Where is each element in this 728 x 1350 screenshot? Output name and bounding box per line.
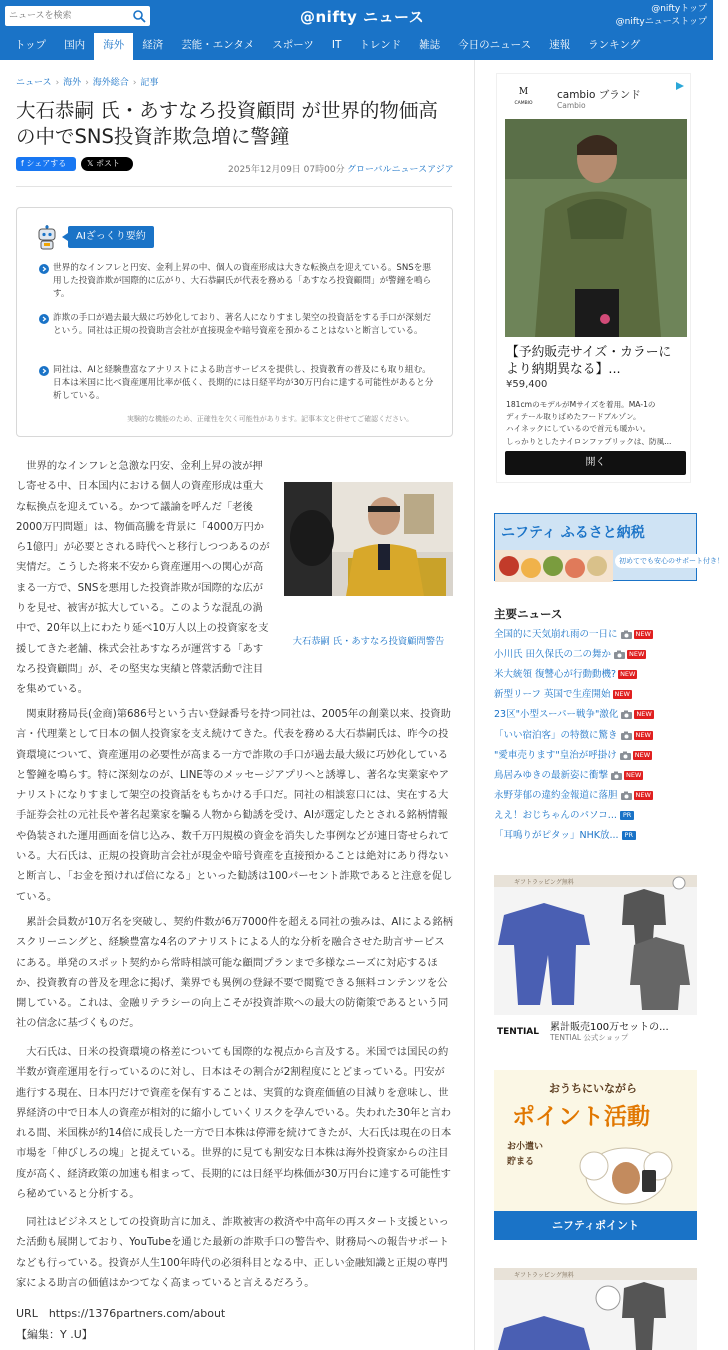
main-news-item[interactable] bbox=[494, 769, 704, 783]
main-news-title[interactable]: 23区"小型スーパー戦争"激化 bbox=[494, 709, 619, 721]
furusato-subtitle: 初めてでも安心のサポート付き！ bbox=[615, 554, 728, 568]
article-paragraph: 関東財務局長(金商)第686号という古い登録番号を持つ同社は、2005年の創業以来、投資助言・代理業として日本の個人投資家を支え続けてきた。代表を務める大石恭嗣氏は、昨今の投資環境について、資産運用の必要性が高まる一方で詐欺の手口が過去最大級に巧妙化していると警鐘を鳴らす。特に深刻なのが、LINE等のメッセージアプリへと誘導し、著名な実業家やアナリストになりすまして架空の投資話をもちかける手口だ。同社の相談窓口には、実在する大手証券会社の元社長や著名起業家を騙る人物から勧誘を受け、AIが選定したとされる銘柄情報や偽装された運用画面を信じ込み、数千万円規模の資金を消失した事例などが連日寄せられている。大石氏は、正規の投資助言会社が現金や暗号資産を直接預かることは絶対にあり得ないと断言し、「お金を預ければ倍になる」といった勧誘は100パーセント詐欺であると注意を促している。 bbox=[16, 708, 453, 903]
svg-text:ギフトラッピング無料: ギフトラッピング無料 bbox=[514, 1272, 574, 1279]
article-title: 大石恭嗣 氏・あすなろ投資顧問 が世界的物価高の中でSNS投資詐欺急増に警鐘 bbox=[16, 99, 438, 148]
facebook-share-button[interactable] bbox=[16, 157, 76, 171]
main-news-item[interactable] bbox=[494, 708, 704, 722]
camera-icon bbox=[621, 731, 632, 740]
ad-info-icon[interactable] bbox=[674, 80, 686, 92]
camera-icon bbox=[621, 791, 632, 800]
main-news-title[interactable]: 永野芽郁の違約金報道に落胆 bbox=[494, 789, 618, 801]
facebook-icon: f bbox=[21, 159, 27, 168]
share-label: シェアする bbox=[26, 159, 67, 168]
svg-text:ギフトラッピング無料: ギフトラッピング無料 bbox=[514, 879, 574, 886]
new-badge: NEW bbox=[614, 690, 630, 699]
top-header bbox=[0, 0, 713, 33]
search-icon[interactable] bbox=[132, 9, 146, 23]
ai-summary-badge: AIざっくり要約 bbox=[68, 226, 154, 248]
breadcrumb-overseas-general[interactable]: 海外総合 bbox=[92, 78, 129, 88]
search-box[interactable] bbox=[5, 6, 150, 26]
source-link[interactable]: グローバルニュースアジア bbox=[347, 165, 454, 175]
ad-description-line: ディテール取りばめたフードブルゾン。 bbox=[506, 412, 641, 422]
ad-brand-sub: Cambio bbox=[557, 101, 586, 110]
ad-description-line: しっかりとしたナイロンファブリックは、防風... bbox=[506, 436, 672, 446]
photo-caption: 大石恭嗣 氏・あすなろ投資顧問警告 bbox=[292, 636, 445, 647]
pr-badge: PR bbox=[620, 811, 634, 820]
ai-summary-item bbox=[39, 262, 439, 302]
arrow-circle-icon bbox=[39, 264, 49, 274]
banner-line-1: おうちにいながら bbox=[549, 1082, 637, 1095]
breadcrumb-news[interactable]: ニュース bbox=[16, 78, 52, 88]
ad-cambio[interactable] bbox=[496, 73, 691, 483]
new-badge: NEW bbox=[626, 770, 642, 779]
main-news-item[interactable] bbox=[494, 648, 704, 662]
editor-credit: 【編集：Y .U】 bbox=[16, 1328, 93, 1341]
article-paragraph: 大石氏は、日米の投資環境の格差についても国際的な視点から言及する。米国では国民の約半数が資産運用を行っているのに対し、日本はその割合が2割程度にとどまっている。円安が進行する現在、日本円だけで資産を保有することは、実質的な資産価値の目減りを意味し、世界経済の中で日本人の資産が相対的に縮小していくリスクを孕んでいる。失われた30年と言われる間、米国株が約14倍に成長した一方で日本株は停滞を続けてきたが、大石氏は現在の日本市場を「伸びしろの塊」と捉えている。世界的に見ても割安な日本株は海外投資家からの注目度が高く、経済政策の加速も相まって、長期的には日経平均株価が30万円台に達する可能性すら秘めていると分析する。 bbox=[16, 1046, 452, 1201]
new-badge: NEW bbox=[635, 730, 651, 739]
ad-product-image[interactable] bbox=[494, 875, 697, 1015]
ad-open-button[interactable]: 開く bbox=[505, 451, 686, 475]
ai-summary-item bbox=[39, 312, 439, 338]
banner-line-3a: お小遣い bbox=[507, 1142, 544, 1152]
robot-icon bbox=[36, 225, 58, 251]
camera-icon bbox=[611, 771, 622, 780]
furusato-title: ニフティ ふるさと納税 bbox=[501, 525, 645, 541]
arrow-circle-icon bbox=[39, 366, 49, 376]
banner-line-3b: 貯まる bbox=[507, 1157, 535, 1167]
new-badge: NEW bbox=[634, 750, 651, 759]
cambio-logo bbox=[511, 83, 536, 108]
nav-item-top[interactable]: トップ bbox=[15, 39, 47, 51]
nifty-point-banner[interactable] bbox=[494, 1070, 697, 1240]
breadcrumb-separator: › bbox=[55, 78, 60, 88]
main-news-title[interactable]: 「いい宿泊客」の特徴に驚き bbox=[494, 729, 618, 741]
publish-date: 2025年12月09日 07時00分 bbox=[228, 165, 345, 175]
ai-summary-text: 同社は、AIと経験豊富なアナリストによる助言サービスを提供し、投資教育の普及にも取り組む。日本は米国に比べ資産運用比率が低く、長期的には日経平均が30万円台に達する可能性があると分析している。 bbox=[53, 365, 434, 402]
x-icon: 𝕏 bbox=[87, 159, 96, 168]
new-badge: NEW bbox=[636, 710, 652, 719]
main-news-item[interactable] bbox=[494, 628, 704, 642]
column-divider bbox=[474, 60, 475, 1350]
pr-badge: PR bbox=[622, 831, 636, 840]
ad-headline[interactable]: 【予約販売サイズ・カラーにより納期異なる】... bbox=[506, 345, 672, 377]
main-news-title[interactable]: "愛車売ります"皇治が呼掛け bbox=[494, 749, 617, 761]
main-news-title[interactable]: 米大統領 復讐心が行動動機? bbox=[494, 669, 617, 681]
ad-tential-2[interactable] bbox=[494, 1268, 697, 1350]
article-photo[interactable] bbox=[284, 458, 453, 626]
ai-summary-text: 詐欺の手口が過去最大級に巧妙化しており、著名人になりすまし架空の投資話をする手口が深刻だという。同社は正規の投資助言会社が直接現金や暗号資産を預かることはないと断言している。 bbox=[53, 313, 432, 337]
banner-line-2: ポイント活動 bbox=[512, 1104, 650, 1130]
ad-brand-name: cambio ブランド bbox=[557, 89, 641, 101]
main-news-item[interactable] bbox=[494, 668, 704, 682]
main-news-item[interactable] bbox=[494, 789, 704, 803]
arrow-circle-icon bbox=[39, 314, 49, 324]
main-news-item[interactable] bbox=[494, 749, 704, 763]
divider bbox=[16, 186, 452, 187]
new-badge: NEW bbox=[629, 650, 645, 659]
main-news-title[interactable]: 「耳鳴りがピタッ」NHK放... bbox=[494, 830, 619, 841]
nav-item-entertainment[interactable]: 芸能・エンタメ bbox=[181, 39, 255, 51]
main-news-item[interactable] bbox=[494, 688, 704, 702]
new-badge: NEW bbox=[635, 630, 651, 638]
article-paragraph: 累計会員数が10万名を突破し、契約件数が6万7000件を超える同社の強みは、AIによる銘柄スクリーニングと、経験豊富な4名のアナリストによる人的な分析を融合させた助言サービスにある。単発のスポット契約から常時相談可能な顧問プランまで多様なニーズに対応するほか、投資教育の普及を理念に掲げ、業界でも異例の登録不要で閲覧できる無料コンテンツを公開している。これは、金融リテラシーの向上こそが投資詐欺への最大の防衛策であるという同社の信念に基づくものだ。 bbox=[16, 916, 453, 1030]
ad-product-image[interactable] bbox=[494, 1268, 697, 1350]
main-news-title[interactable]: 鳥居みゆきの最新姿に衝撃 bbox=[494, 769, 609, 781]
nifty-top-link[interactable]: @niftyトップ bbox=[651, 4, 707, 14]
nav-item-domestic[interactable]: 国内 bbox=[64, 39, 86, 51]
breadcrumb-separator: › bbox=[85, 78, 89, 88]
svg-text:CAMBIO: CAMBIO bbox=[514, 101, 533, 106]
breadcrumb-separator: › bbox=[132, 78, 137, 88]
nav-item-trend[interactable]: トレンド bbox=[359, 39, 402, 51]
site-logo[interactable]: @nifty ニュース bbox=[300, 8, 425, 26]
camera-icon bbox=[614, 650, 625, 659]
banner-line-3 bbox=[507, 1140, 543, 1170]
ad-tential[interactable] bbox=[494, 875, 697, 1043]
ad-product-image[interactable] bbox=[505, 119, 687, 337]
main-news-item[interactable] bbox=[494, 809, 704, 823]
nav-item-ranking[interactable]: ランキング bbox=[588, 39, 641, 51]
search-input[interactable] bbox=[9, 8, 127, 24]
main-news-item[interactable] bbox=[494, 729, 704, 743]
ai-disclaimer: 実験的な機能のため、正確性を欠く可能性があります。記事本文と併せてご確認ください。 bbox=[127, 415, 414, 423]
category-nav bbox=[0, 33, 713, 60]
nav-item-overseas[interactable]: 海外 bbox=[94, 33, 133, 60]
camera-icon bbox=[621, 630, 632, 639]
ad-description-line: ハイネックにしているので首元も暖かい。 bbox=[506, 424, 651, 434]
ad-title[interactable]: 累計販売100万セットの... bbox=[550, 1022, 669, 1033]
ad-description-line: 181cmのモデルがMサイズを着用。MA-1の bbox=[506, 400, 656, 409]
furusato-banner[interactable] bbox=[494, 513, 724, 581]
breadcrumb-article[interactable]: 記事 bbox=[140, 78, 159, 88]
article-url[interactable]: URL https://1376partners.com/about bbox=[16, 1307, 226, 1320]
nav-item-sports[interactable]: スポーツ bbox=[272, 39, 314, 51]
camera-icon bbox=[620, 751, 631, 760]
main-news-title[interactable]: 新型リーフ 英国で生産開始 bbox=[494, 689, 611, 701]
breadcrumb-overseas[interactable]: 海外 bbox=[63, 78, 82, 88]
new-badge: NEW bbox=[620, 670, 636, 679]
article-paragraph: 同社はビジネスとしての投資助言に加え、詐欺被害の救済や中高年の再スタート支援といった活動も展開しており、YouTubeを通じた最新の詐欺手口の警告や、財務局への報告サポートなども行っている。投資が人生100年時代の必須科目となる中、正しい金融知識と正規の専門家による助言の価値はかつてなく高まっていると言えるだろう。 bbox=[16, 1216, 449, 1289]
svg-text:M: M bbox=[518, 87, 529, 97]
ai-summary-text: 世界的なインフレと円安、金利上昇の中、個人の資産形成は大きな転換点を迎えている。SNSを悪用した投資詐欺が国際的に広がり、大石恭嗣氏が代表を務める「あすなろ投資顧問」が警鐘を鳴らす。 bbox=[53, 263, 432, 300]
nav-item-economy[interactable]: 経済 bbox=[142, 39, 164, 51]
breadcrumb bbox=[16, 75, 158, 88]
nav-item-today[interactable]: 今日のニュース bbox=[458, 39, 532, 51]
main-news-title[interactable]: ええ！おじちゃんのパソコ... bbox=[494, 809, 617, 821]
x-post-button[interactable] bbox=[81, 157, 133, 171]
main-news-item[interactable] bbox=[494, 829, 704, 843]
article-paragraph: 世界的なインフレと急激な円安、金利上昇の波が押し寄せる中、日本国内における個人の資産形成は重大な転換点を迎えている。かつて議論を呼んだ「老後2000万円問題」は、物価高騰を背景に「4000万円から1億円」が必要とされる時代へと移行しつつあるのが実情だ。こうした将来不安から資産運用への関心が高まる一方で、SNSを悪用した投資詐欺が国際的な広がりを見せ、被害が拡大している。このような混乱の渦中で、20年以上にわたり延べ10万人以上の投資家を支援してきた老舗、株式会社あすなろが運営する「あすなろ投資顧問」が、その堅実な実績と啓蒙活動で注目を集めている。 bbox=[16, 460, 270, 696]
nifty-point-bar: ニフティポイント bbox=[494, 1211, 697, 1240]
ad-description bbox=[506, 399, 684, 448]
ai-summary-box bbox=[16, 207, 453, 437]
new-badge: NEW bbox=[635, 790, 651, 799]
main-news-title[interactable]: 全国的に天気崩れ雨の一日に bbox=[494, 629, 618, 640]
nav-item-magazine[interactable]: 雑誌 bbox=[419, 39, 441, 51]
food-image bbox=[495, 550, 613, 582]
ai-summary-item bbox=[39, 364, 439, 404]
nifty-news-top-link[interactable]: @niftyニューストップ bbox=[615, 17, 707, 27]
nav-item-it[interactable]: IT bbox=[331, 39, 342, 51]
nav-item-breaking[interactable]: 速報 bbox=[549, 39, 571, 51]
camera-icon bbox=[621, 710, 632, 719]
ad-price: ¥59,400 bbox=[506, 379, 548, 390]
svg-text:TENTIAL: TENTIAL bbox=[497, 1027, 540, 1037]
ad-subtitle: TENTIAL 公式ショップ bbox=[550, 1033, 629, 1042]
tential-logo bbox=[495, 1020, 545, 1040]
main-news-title[interactable]: 小川氏 田久保氏の二の舞か bbox=[494, 649, 612, 661]
main-news-heading: 主要ニュース bbox=[494, 607, 563, 621]
post-label: ポスト bbox=[96, 159, 120, 168]
sheep-mascot-image bbox=[564, 1136, 684, 1208]
